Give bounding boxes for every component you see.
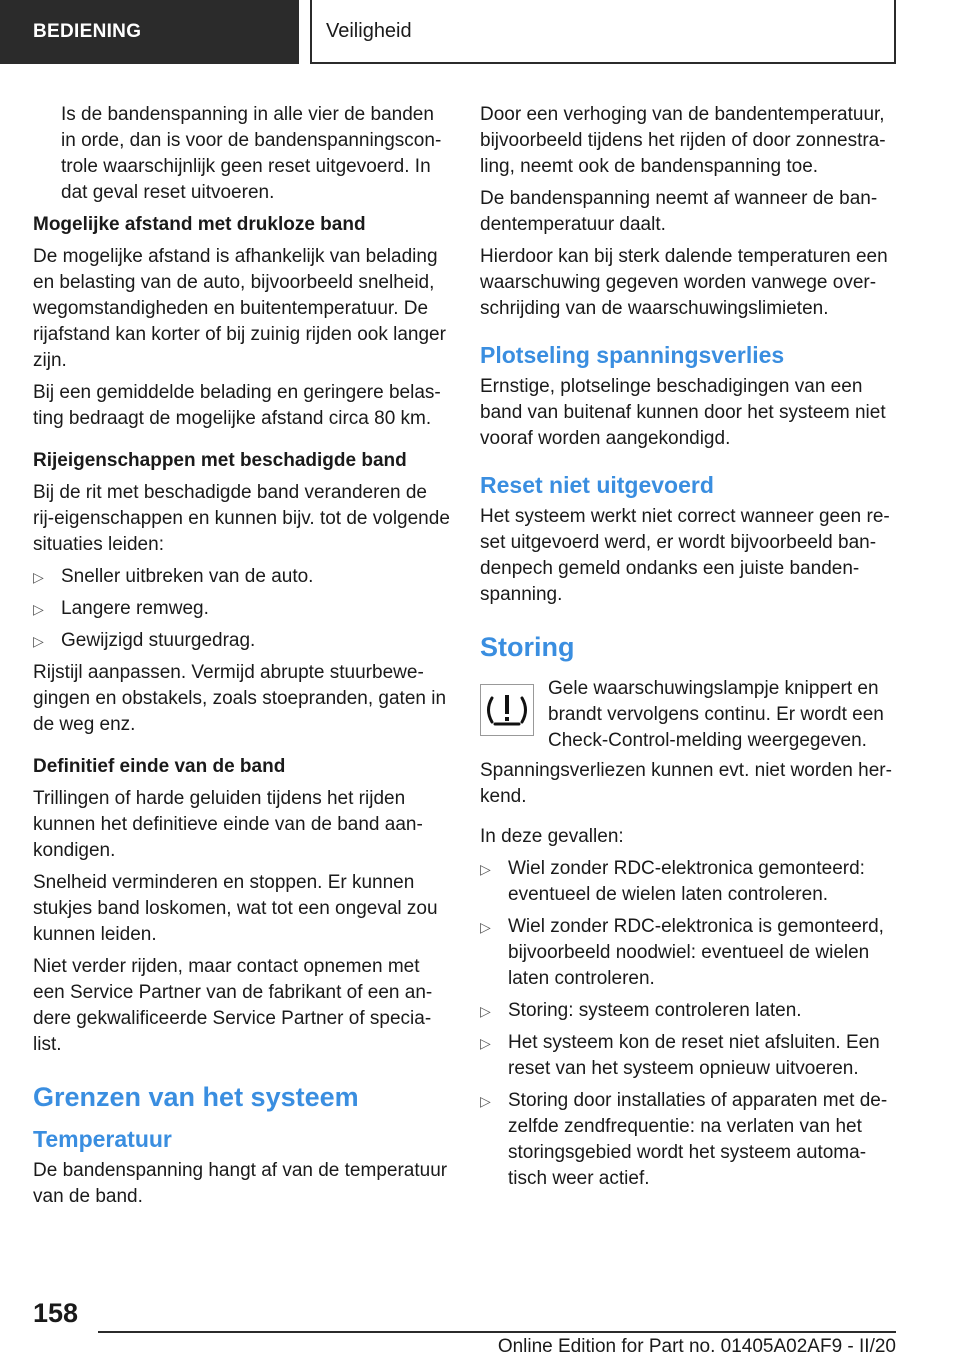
paragraph: Rijstijl aanpassen. Vermijd abrupte stuurbewegingen en obstakels, zoals stoepranden, gaten in de weg enz. xyxy=(33,662,447,735)
paragraph: In deze gevallen: xyxy=(480,826,624,847)
edition-note: Online Edition for Part no. 01405A02AF9 - II/20 xyxy=(497,1336,896,1357)
warning-text: Gele waarschuwingslampje knippert en brandt vervolgens continu. Er wordt een Check-Control-melding weergegeven. xyxy=(548,678,884,751)
footer-divider xyxy=(98,1331,896,1333)
paragraph: Het systeem werkt niet correct wanneer geen reset uitgevoerd werd, er wordt bijvoorbeeld bandenpech gemeld ondanks een juiste bandenspanning. xyxy=(480,506,890,605)
paragraph: Trillingen of harde geluiden tijdens het rijden kunnen het definitieve einde van de band aankondigen. xyxy=(33,788,423,861)
heading-temperature: Temperatuur xyxy=(33,1126,172,1152)
paragraph: Spanningsverliezen kunnen evt. niet worden herkend. xyxy=(480,760,892,807)
heading-reset-not-done: Reset niet uitgevoerd xyxy=(480,472,714,498)
list-item: ▷ Wiel zonder RDC-elektronica gemonteerd: eventueel de wielen laten controleren. xyxy=(480,858,865,905)
paragraph: De mogelijke afstand is afhankelijk van belading en belasting van de auto, bijvoorbeeld snelheid, wegomstandigheden en buitentemperatuur. De rijafstand kan korter of bij zuinig rijden ook langer zijn. xyxy=(33,246,446,371)
paragraph: Bij een gemiddelde belading en geringere belasting bedraagt de mogelijke afstand circa 80 km. xyxy=(33,382,441,429)
list-item: ▷ Storing: systeem controleren laten. xyxy=(480,998,898,1024)
triangle-bullet-icon: ▷ xyxy=(480,1093,491,1109)
subheading-tire-end: Definitief einde van de band xyxy=(33,756,286,777)
left-column xyxy=(33,102,451,1216)
paragraph: Niet verder rijden, maar contact opnemen met een Service Partner van de fabrikant of een andere gekwalificeerde Service Partner of specialist. xyxy=(33,956,433,1055)
paragraph: De bandenspanning hangt af van de temperatuur van de band. xyxy=(33,1160,448,1207)
paragraph: Bij de rit met beschadigde band veranderen de rij-eigenschappen en kunnen bijv. tot de volgende situaties leiden: xyxy=(33,482,450,555)
section-tab xyxy=(0,0,299,64)
bullet-list xyxy=(33,564,451,654)
triangle-bullet-icon: ▷ xyxy=(480,1003,491,1019)
right-column xyxy=(480,102,898,1198)
list-item: ▷ Storing door installaties of apparaten met dezelfde zendfrequentie: na verlaten van het storingsgebied wordt het systeem automatisch weer actief. xyxy=(480,1090,888,1189)
chapter-title: Veiligheid xyxy=(326,19,412,42)
intro-paragraph: Is de bandenspanning in alle vier de banden in orde, dan is voor de bandenspanningscontrole waarschijnlijk geen reset uitgevoerd. In dat geval reset uitvoeren. xyxy=(61,104,442,203)
section-title: BEDIENING xyxy=(33,21,142,42)
heading-malfunction: Storing xyxy=(480,632,575,662)
bullet-list xyxy=(480,856,898,1192)
heading-system-limits: Grenzen van het systeem xyxy=(33,1082,359,1112)
heading-sudden-loss: Plotseling spanningsverlies xyxy=(480,342,785,368)
paragraph: Snelheid verminderen en stoppen. Er kunnen stukjes band loskomen, wat tot een ongeval zou kunnen leiden. xyxy=(33,872,438,945)
list-item: ▷ Het systeem kon de reset niet afsluiten. Een reset van het systeem opnieuw uitvoeren. xyxy=(480,1032,880,1079)
page-number: 158 xyxy=(33,1298,79,1328)
list-item: ▷ Gewijzigd stuurgedrag. xyxy=(33,628,451,654)
list-item: ▷ Sneller uitbreken van de auto. xyxy=(33,564,451,590)
paragraph: Hierdoor kan bij sterk dalende temperaturen een waarschuwing gegeven worden vanwege overschrijding van de waarschuwingslimieten. xyxy=(480,246,888,319)
paragraph: Ernstige, plotselinge beschadigingen van een band van buitenaf kunnen door het systeem niet vooraf worden aangekondigd. xyxy=(480,376,886,449)
triangle-bullet-icon: ▷ xyxy=(33,569,44,585)
tire-pressure-warning-icon xyxy=(480,684,534,736)
triangle-bullet-icon: ▷ xyxy=(480,919,491,935)
triangle-bullet-icon: ▷ xyxy=(33,633,44,649)
triangle-bullet-icon: ▷ xyxy=(480,861,491,877)
subheading-handling: Rijeigenschappen met beschadigde band xyxy=(33,450,407,471)
warning-block xyxy=(480,676,898,754)
paragraph: Door een verhoging van de bandentemperatuur, bijvoorbeeld tijdens het rijden of door zonnestraling, neemt ook de bandenspanning toe. xyxy=(480,104,886,177)
subheading-range: Mogelijke afstand met drukloze band xyxy=(33,214,366,235)
list-item: ▷ Langere remweg. xyxy=(33,596,451,622)
chapter-tab xyxy=(310,0,896,64)
triangle-bullet-icon: ▷ xyxy=(480,1035,491,1051)
list-item: ▷ Wiel zonder RDC-elektronica is gemonteerd, bijvoorbeeld noodwiel: eventueel de wielen laten controleren. xyxy=(480,916,884,989)
paragraph: De bandenspanning neemt af wanneer de bandentemperatuur daalt. xyxy=(480,188,878,235)
triangle-bullet-icon: ▷ xyxy=(33,601,44,617)
